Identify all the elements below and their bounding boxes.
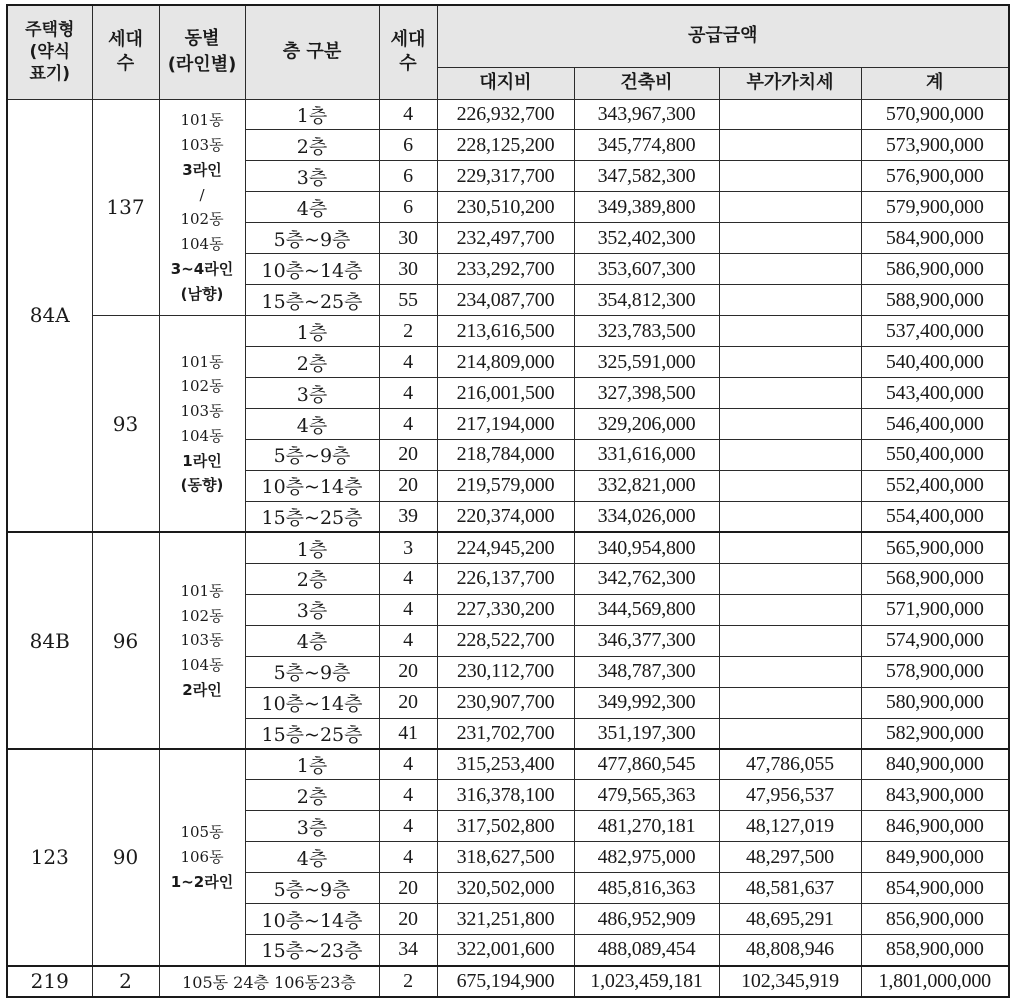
floor-units-cell: 41 — [379, 718, 437, 749]
land-cost-cell: 320,502,000 — [437, 873, 574, 904]
building-line-cell — [159, 316, 245, 533]
unit-type-cell: 84A — [7, 99, 92, 532]
table-row — [7, 316, 1009, 347]
floor-cell: 5층~9층 — [245, 873, 379, 904]
land-cost-cell: 226,137,700 — [437, 563, 574, 594]
building-line-label: 103동 — [180, 402, 224, 420]
table-row — [7, 532, 1009, 563]
header-land — [437, 67, 574, 99]
land-cost-cell: 230,510,200 — [437, 192, 574, 223]
supply-price-table — [6, 4, 1010, 998]
building-line-cell — [159, 99, 245, 316]
vat-cell — [719, 223, 861, 254]
land-cost-cell: 219,579,000 — [437, 470, 574, 501]
total-cell: 584,900,000 — [861, 223, 1009, 254]
total-cell: 554,400,000 — [861, 501, 1009, 532]
land-cost-cell: 227,330,200 — [437, 594, 574, 625]
building-cost-cell: 488,089,454 — [574, 935, 719, 966]
floor-units-cell: 30 — [379, 223, 437, 254]
building-line-label: 101동 — [180, 581, 224, 600]
floor-cell: 15층~25층 — [245, 285, 379, 316]
floor-units-cell: 6 — [379, 130, 437, 161]
vat-cell: 48,695,291 — [719, 904, 861, 935]
building-line-label: 106동 — [180, 847, 224, 866]
total-cell: 580,900,000 — [861, 687, 1009, 718]
header-floor-label: 층 구분 — [282, 41, 342, 62]
building-cost-cell: 344,569,800 — [574, 594, 719, 625]
floor-units-cell: 4 — [379, 409, 437, 440]
floor-cell: 10층~14층 — [245, 470, 379, 501]
table-row — [7, 99, 1009, 130]
land-cost-cell: 321,251,800 — [437, 904, 574, 935]
building-cost-cell: 329,206,000 — [574, 409, 719, 440]
header-total — [861, 67, 1009, 99]
building-cost-cell: 1,023,459,181 — [574, 966, 719, 997]
land-cost-cell: 228,125,200 — [437, 130, 574, 161]
building-line-label: 2라인 — [182, 680, 222, 699]
land-cost-cell: 230,112,700 — [437, 656, 574, 687]
total-cell: 578,900,000 — [861, 656, 1009, 687]
vat-cell — [719, 161, 861, 192]
vat-cell — [719, 687, 861, 718]
building-cost-cell: 352,402,300 — [574, 223, 719, 254]
total-cell: 543,400,000 — [861, 378, 1009, 409]
total-cell: 576,900,000 — [861, 161, 1009, 192]
total-cell: 574,900,000 — [861, 625, 1009, 656]
land-cost-cell: 213,616,500 — [437, 316, 574, 347]
building-line-label: (남향) — [180, 284, 224, 303]
building-cost-cell: 323,783,500 — [574, 316, 719, 347]
floor-units-cell: 20 — [379, 904, 437, 935]
floor-units-cell: 20 — [379, 873, 437, 904]
land-cost-cell: 234,087,700 — [437, 285, 574, 316]
vat-cell — [719, 594, 861, 625]
land-cost-cell: 218,784,000 — [437, 439, 574, 470]
floor-cell: 3층 — [245, 594, 379, 625]
floor-units-cell: 2 — [379, 966, 437, 997]
vat-cell — [719, 285, 861, 316]
header-building-label: 동별 (라인별) — [167, 28, 237, 76]
floor-units-cell: 34 — [379, 935, 437, 966]
land-cost-cell: 214,809,000 — [437, 347, 574, 378]
floor-cell: 1층 — [245, 532, 379, 563]
total-cell: 565,900,000 — [861, 532, 1009, 563]
floor-units-cell: 4 — [379, 594, 437, 625]
building-line-cell — [159, 749, 245, 966]
floor-cell: 1층 — [245, 316, 379, 347]
vat-cell — [719, 409, 861, 440]
floor-units-cell: 2 — [379, 316, 437, 347]
total-cell: 843,900,000 — [861, 780, 1009, 811]
vat-cell — [719, 316, 861, 347]
vat-cell: 48,581,637 — [719, 873, 861, 904]
floor-cell: 5층~9층 — [245, 656, 379, 687]
total-cell: 1,801,000,000 — [861, 966, 1009, 997]
header-vat-label: 부가가치세 — [746, 71, 834, 93]
unit-type-cell: 84B — [7, 532, 92, 749]
total-cell: 586,900,000 — [861, 254, 1009, 285]
total-cell: 546,400,000 — [861, 409, 1009, 440]
building-floor-cell: 105동 24층 106동23층 — [159, 966, 379, 997]
building-line-label: 1~2라인 — [170, 872, 234, 891]
total-cell: 840,900,000 — [861, 749, 1009, 780]
vat-cell — [719, 656, 861, 687]
building-line-cell — [159, 532, 245, 749]
header-units-label: 세대 수 — [108, 28, 143, 75]
building-line-label: 104동 — [180, 426, 224, 445]
floor-cell: 3층 — [245, 378, 379, 409]
unit-count-cell: 93 — [92, 316, 159, 533]
vat-cell — [719, 563, 861, 594]
unit-count-cell: 137 — [92, 99, 159, 316]
vat-cell: 48,127,019 — [719, 811, 861, 842]
building-line-label: (동향) — [180, 476, 224, 495]
land-cost-cell: 226,932,700 — [437, 99, 574, 130]
building-cost-cell: 340,954,800 — [574, 532, 719, 563]
floor-units-cell: 3 — [379, 532, 437, 563]
land-cost-cell: 316,378,100 — [437, 780, 574, 811]
table-row — [7, 966, 1009, 997]
land-cost-cell: 231,702,700 — [437, 718, 574, 749]
total-cell: 540,400,000 — [861, 347, 1009, 378]
header-building — [159, 5, 245, 99]
land-cost-cell: 233,292,700 — [437, 254, 574, 285]
building-cost-cell: 486,952,909 — [574, 904, 719, 935]
floor-units-cell: 20 — [379, 439, 437, 470]
vat-cell — [719, 347, 861, 378]
floor-units-cell: 4 — [379, 378, 437, 409]
building-line-label: 103동 — [180, 136, 224, 155]
building-line-label: / — [199, 185, 205, 204]
land-cost-cell: 322,001,600 — [437, 935, 574, 966]
total-cell: 582,900,000 — [861, 718, 1009, 749]
floor-cell: 4층 — [245, 842, 379, 873]
vat-cell — [719, 130, 861, 161]
floor-cell: 4층 — [245, 625, 379, 656]
land-cost-cell: 230,907,700 — [437, 687, 574, 718]
vat-cell — [719, 718, 861, 749]
building-line-label: 103동 — [180, 631, 224, 650]
building-cost-cell: 351,197,300 — [574, 718, 719, 749]
total-cell: 573,900,000 — [861, 130, 1009, 161]
floor-cell: 15층~25층 — [245, 718, 379, 749]
total-cell: 849,900,000 — [861, 842, 1009, 873]
total-cell: 552,400,000 — [861, 470, 1009, 501]
floor-units-cell: 39 — [379, 501, 437, 532]
header-type — [7, 5, 92, 99]
total-cell: 568,900,000 — [861, 563, 1009, 594]
floor-cell: 4층 — [245, 192, 379, 223]
floor-cell: 2층 — [245, 130, 379, 161]
building-cost-cell: 349,389,800 — [574, 192, 719, 223]
land-cost-cell: 220,374,000 — [437, 501, 574, 532]
land-cost-cell: 318,627,500 — [437, 842, 574, 873]
building-cost-cell: 347,582,300 — [574, 161, 719, 192]
vat-cell: 48,808,946 — [719, 935, 861, 966]
header-units — [92, 5, 159, 99]
floor-cell: 5층~9층 — [245, 223, 379, 254]
unit-count-cell: 96 — [92, 532, 159, 749]
floor-units-cell: 4 — [379, 347, 437, 378]
building-cost-cell: 345,774,800 — [574, 130, 719, 161]
floor-cell: 2층 — [245, 347, 379, 378]
building-cost-cell: 485,816,363 — [574, 873, 719, 904]
header-vat — [719, 67, 861, 99]
floor-units-cell: 4 — [379, 780, 437, 811]
floor-cell: 15층~25층 — [245, 501, 379, 532]
floor-cell: 2층 — [245, 780, 379, 811]
price-table-body — [7, 99, 1009, 997]
building-cost-cell: 481,270,181 — [574, 811, 719, 842]
total-cell: 570,900,000 — [861, 99, 1009, 130]
unit-count-cell: 90 — [92, 749, 159, 966]
header-type-label: 주택형 (약식 표기) — [25, 20, 75, 85]
vat-cell — [719, 99, 861, 130]
floor-units-cell: 30 — [379, 254, 437, 285]
header-building-cost-label: 건축비 — [620, 71, 673, 93]
floor-units-cell: 4 — [379, 563, 437, 594]
header-land-label: 대지비 — [479, 71, 532, 93]
building-cost-cell: 327,398,500 — [574, 378, 719, 409]
floor-cell: 3층 — [245, 811, 379, 842]
vat-cell: 102,345,919 — [719, 966, 861, 997]
unit-type-cell: 123 — [7, 749, 92, 966]
vat-cell: 47,786,055 — [719, 749, 861, 780]
building-line-label: 102동 — [180, 210, 224, 229]
land-cost-cell: 216,001,500 — [437, 378, 574, 409]
land-cost-cell: 228,522,700 — [437, 625, 574, 656]
vat-cell — [719, 254, 861, 285]
vat-cell — [719, 439, 861, 470]
vat-cell — [719, 192, 861, 223]
vat-cell — [719, 470, 861, 501]
floor-units-cell: 20 — [379, 687, 437, 718]
land-cost-cell: 315,253,400 — [437, 749, 574, 780]
vat-cell — [719, 625, 861, 656]
building-cost-cell: 348,787,300 — [574, 656, 719, 687]
total-cell: 846,900,000 — [861, 811, 1009, 842]
floor-cell: 1층 — [245, 99, 379, 130]
total-cell: 854,900,000 — [861, 873, 1009, 904]
floor-cell: 2층 — [245, 563, 379, 594]
unit-type-cell: 219 — [7, 966, 92, 997]
floor-cell: 10층~14층 — [245, 254, 379, 285]
vat-cell: 47,956,537 — [719, 780, 861, 811]
building-cost-cell: 342,762,300 — [574, 563, 719, 594]
building-line-label: 102동 — [180, 606, 224, 625]
building-line-label: 104동 — [180, 235, 224, 254]
building-cost-cell: 343,967,300 — [574, 99, 719, 130]
total-cell: 856,900,000 — [861, 904, 1009, 935]
total-cell: 579,900,000 — [861, 192, 1009, 223]
floor-units-cell: 4 — [379, 99, 437, 130]
building-line-label: 101동 — [180, 111, 224, 130]
building-cost-cell: 353,607,300 — [574, 254, 719, 285]
floor-units-cell: 55 — [379, 285, 437, 316]
building-cost-cell: 349,992,300 — [574, 687, 719, 718]
total-cell: 537,400,000 — [861, 316, 1009, 347]
vat-cell — [719, 378, 861, 409]
vat-cell: 48,297,500 — [719, 842, 861, 873]
table-row — [7, 749, 1009, 780]
land-cost-cell: 224,945,200 — [437, 532, 574, 563]
floor-units-cell: 4 — [379, 625, 437, 656]
total-cell: 571,900,000 — [861, 594, 1009, 625]
floor-cell: 15층~23층 — [245, 935, 379, 966]
land-cost-cell: 232,497,700 — [437, 223, 574, 254]
building-cost-cell: 482,975,000 — [574, 842, 719, 873]
building-cost-cell: 332,821,000 — [574, 470, 719, 501]
land-cost-cell: 217,194,000 — [437, 409, 574, 440]
land-cost-cell: 675,194,900 — [437, 966, 574, 997]
header-supply — [437, 5, 1009, 67]
building-cost-cell: 346,377,300 — [574, 625, 719, 656]
land-cost-cell: 229,317,700 — [437, 161, 574, 192]
unit-count-cell: 2 — [92, 966, 159, 997]
floor-units-cell: 20 — [379, 470, 437, 501]
building-line-label: 104동 — [180, 656, 224, 675]
header-floor — [245, 5, 379, 99]
building-line-label: 3라인 — [182, 160, 222, 179]
floor-units-cell: 6 — [379, 161, 437, 192]
building-cost-cell: 334,026,000 — [574, 501, 719, 532]
vat-cell — [719, 532, 861, 563]
floor-units-cell: 4 — [379, 811, 437, 842]
header-floor-units — [379, 5, 437, 99]
building-line-label: 102동 — [180, 377, 224, 396]
floor-cell: 5층~9층 — [245, 439, 379, 470]
building-cost-cell: 477,860,545 — [574, 749, 719, 780]
building-cost-cell: 354,812,300 — [574, 285, 719, 316]
floor-cell: 10층~14층 — [245, 904, 379, 935]
header-building-cost — [574, 67, 719, 99]
floor-units-cell: 4 — [379, 842, 437, 873]
floor-units-cell: 6 — [379, 192, 437, 223]
building-cost-cell: 479,565,363 — [574, 780, 719, 811]
floor-cell: 10층~14층 — [245, 687, 379, 718]
header-total-label: 계 — [926, 71, 944, 93]
floor-units-cell: 4 — [379, 749, 437, 780]
header-floor-units-label: 세대 수 — [390, 28, 426, 75]
floor-cell: 4층 — [245, 409, 379, 440]
floor-cell: 3층 — [245, 161, 379, 192]
building-line-label: 101동 — [180, 352, 224, 371]
land-cost-cell: 317,502,800 — [437, 811, 574, 842]
building-line-label: 1라인 — [182, 451, 222, 470]
building-line-label: 3~4라인 — [170, 259, 234, 278]
building-line-label: 105동 — [180, 823, 224, 842]
total-cell: 588,900,000 — [861, 285, 1009, 316]
floor-units-cell: 20 — [379, 656, 437, 687]
vat-cell — [719, 501, 861, 532]
building-cost-cell: 325,591,000 — [574, 347, 719, 378]
header-supply-label: 공급금액 — [687, 25, 758, 46]
floor-cell: 1층 — [245, 749, 379, 780]
total-cell: 550,400,000 — [861, 439, 1009, 470]
total-cell: 858,900,000 — [861, 935, 1009, 966]
building-cost-cell: 331,616,000 — [574, 439, 719, 470]
